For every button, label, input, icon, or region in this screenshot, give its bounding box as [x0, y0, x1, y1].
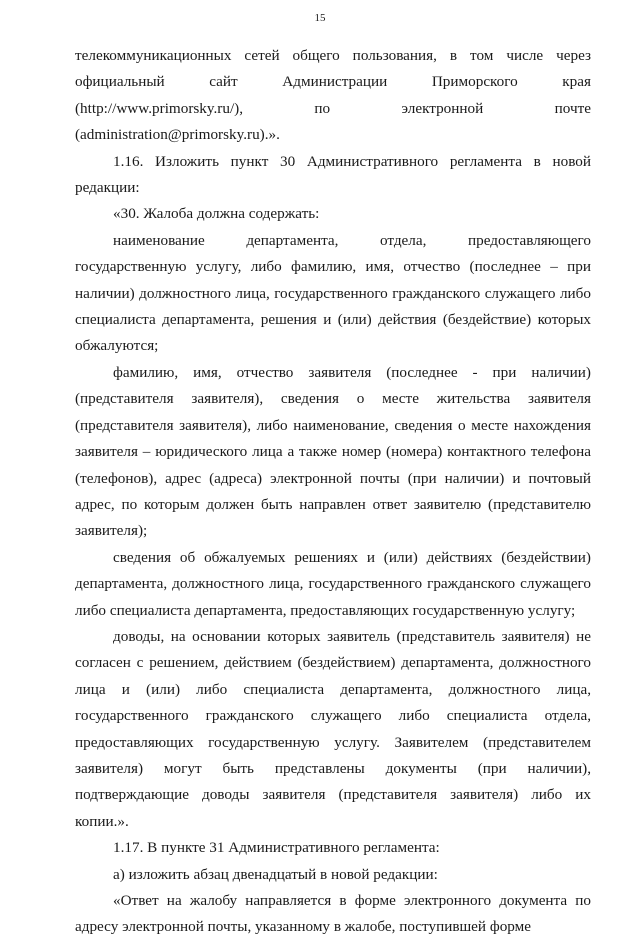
paragraph: наименование департамента, отдела, предоставляющего государственную услугу, либо фамилию, имя, отчество (последнее – при наличии) должностного лица, государственного гражданского служащего либо специалиста департамента, решения и (или) действия (бездействие) которых обжалуются;: [75, 231, 591, 355]
paragraph: телекоммуникационных сетей общего пользования, в том числе через официальный сайт Администрации Приморского края (http://www.primorsky.ru/), по электронной почте (administration@primorsky.ru).».: [75, 47, 591, 144]
paragraph: 1.16. Изложить пункт 30 Административного регламента в новой редакции:: [75, 152, 591, 197]
paragraph: фамилию, имя, отчество заявителя (последнее - при наличии) (представителя заявителя), сведения о месте жительства заявителя (представителя заявителя), либо наименование, сведения о месте нахождения заявителя – юридического лица а также номер (номера) контактного телефона (телефонов), адрес (адреса) электронной почты (при наличии) и почтовый адрес, по которым должен быть направлен ответ заявителю (представителю заявителя);: [75, 363, 591, 540]
paragraph: сведения об обжалуемых решениях и (или) действиях (бездействии) департамента, должностного лица, государственного гражданского служащего либо специалиста департамента, предоставляющих государственную услугу;: [75, 548, 591, 619]
paragraph: 1.17. В пункте 31 Административного регламента:: [113, 839, 440, 857]
page-number: 15: [314, 12, 326, 24]
paragraph: «30. Жалоба должна содержать:: [113, 205, 320, 223]
paragraph: доводы, на основании которых заявитель (представитель заявителя) не согласен с решением, действием (бездействием) департамента, должностного лица и (или) либо специалиста департамента, должностного лица, государственного гражданского служащего либо специалиста отдела, предоставляющих государственную услугу. Заявителем (представителем заявителя) могут быть представлены документы (при наличии), подтверждающие доводы заявителя (представителя заявителя) либо их копии.».: [75, 627, 591, 830]
paragraph: а) изложить абзац двенадцатый в новой редакции:: [113, 865, 438, 883]
document-body: [75, 43, 591, 941]
paragraph: «Ответ на жалобу направляется в форме электронного документа по адресу электронной почты, указанному в жалобе, поступившей форме: [75, 892, 591, 936]
